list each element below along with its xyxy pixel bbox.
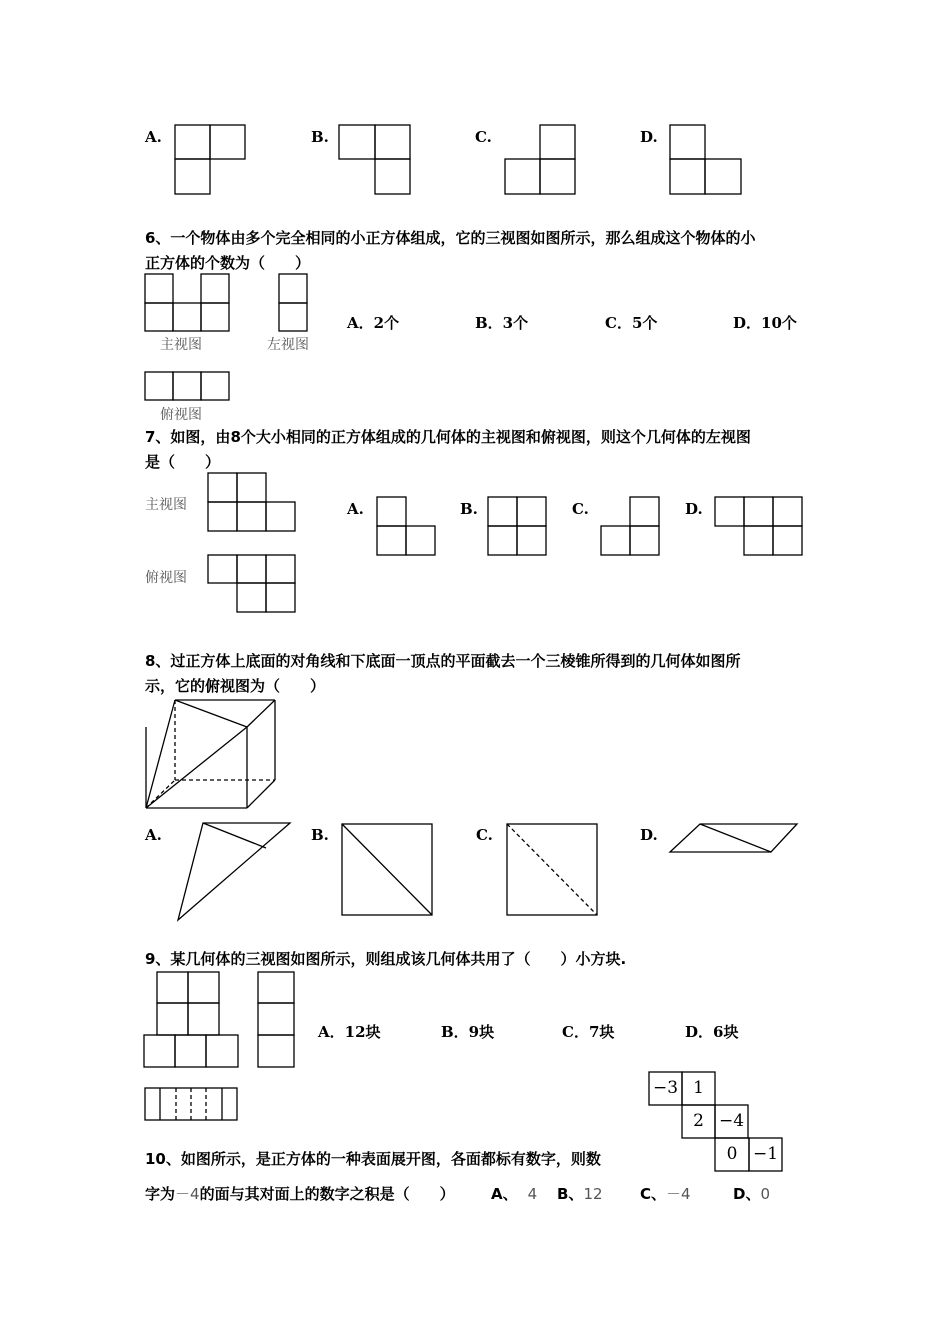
q10-net-cell: 0 (726, 1144, 738, 1164)
q7-option-b-label[interactable]: B. (460, 500, 478, 518)
q9-option-b[interactable]: B．9块 (441, 1023, 495, 1041)
q6-option-c[interactable]: C．5个 (605, 314, 658, 332)
q10-option-d[interactable] (733, 1181, 770, 1207)
q7-option-d-label[interactable]: D. (685, 500, 703, 518)
q9-option-a[interactable]: A．12块 (318, 1023, 381, 1041)
q10-net-cell: −4 (718, 1111, 745, 1131)
q7-question-line1: 7、如图，由8个大小相同的正方体组成的几何体的主视图和俯视图，则这个几何体的左视图 (145, 428, 751, 446)
q8-question-line1: 8、过正方体上底面的对角线和下底面一顶点的平面截去一个三棱锥所得到的几何体如图所 (145, 652, 741, 670)
q5-option-a-label[interactable]: A. (145, 128, 162, 146)
q10-option-d-value: 0 (760, 1185, 770, 1203)
q6-option-d[interactable]: D．10个 (733, 314, 797, 332)
q10-net-cell: 1 (693, 1078, 704, 1098)
q6-question-line2: 正方体的个数为（ ） (145, 254, 311, 272)
q10-option-d-label: D、 (733, 1185, 761, 1203)
q10-option-b[interactable] (557, 1181, 603, 1207)
q8-option-b-label[interactable]: B. (311, 826, 329, 844)
q7-option-a-label[interactable]: A. (347, 500, 364, 518)
q10-question-line1: 10、如图所示，是正方体的一种表面展开图，各面都标有数字，则数 (145, 1150, 601, 1168)
q10-option-c-label: C、 (640, 1185, 667, 1203)
q10-line2-value: －4 (175, 1185, 200, 1203)
q10-net-cell: −3 (652, 1078, 679, 1098)
q10-option-a[interactable] (491, 1181, 537, 1207)
q6-option-b[interactable]: B．3个 (475, 314, 529, 332)
q5-option-b-label[interactable]: B. (311, 128, 329, 146)
q8-option-a-label[interactable]: A. (145, 826, 162, 844)
q10-option-c-value: －4 (666, 1185, 691, 1203)
q10-option-a-value: 4 (527, 1185, 538, 1203)
q7-front-view-caption: 主视图 (145, 497, 187, 513)
q10-option-b-value: 12 (583, 1185, 603, 1203)
q5-option-d-label[interactable]: D. (640, 128, 658, 146)
q5-option-c-label[interactable]: C. (475, 128, 492, 146)
q10-question-line2 (145, 1181, 455, 1207)
q8-option-c-label[interactable]: C. (476, 826, 493, 844)
q6-top-view-caption: 俯视图 (160, 407, 202, 423)
q7-question-line2: 是（ ） (145, 453, 221, 471)
q9-option-c[interactable]: C．7块 (562, 1023, 615, 1041)
q8-question-line2: 示，它的俯视图为（ ） (145, 677, 326, 695)
q9-question-line1: 9、某几何体的三视图如图所示，则组成该几何体共用了（ ）小方块. (145, 950, 627, 968)
q8-option-d-label[interactable]: D. (640, 826, 658, 844)
q7-option-c-label[interactable]: C. (572, 500, 589, 518)
q6-left-view-caption: 左视图 (267, 337, 309, 353)
q10-option-a-label: A、 (491, 1185, 518, 1203)
q6-front-view-caption: 主视图 (160, 337, 202, 353)
q7-top-view-caption: 俯视图 (145, 570, 187, 586)
q10-option-c[interactable] (640, 1181, 691, 1207)
q6-question-line1: 6、一个物体由多个完全相同的小正方体组成，它的三视图如图所示，那么组成这个物体的小 (145, 229, 756, 247)
q10-net-cell: 2 (693, 1111, 704, 1131)
q10-line2-prefix: 字为 (145, 1185, 176, 1203)
q10-option-b-label: B、 (557, 1185, 584, 1203)
q10-line2-suffix: 的面与其对面上的数字之积是（ ） (199, 1185, 455, 1203)
q10-net-cell: −1 (752, 1144, 779, 1164)
q9-option-d[interactable]: D．6块 (685, 1023, 739, 1041)
q6-option-a[interactable]: A．2个 (347, 314, 400, 332)
